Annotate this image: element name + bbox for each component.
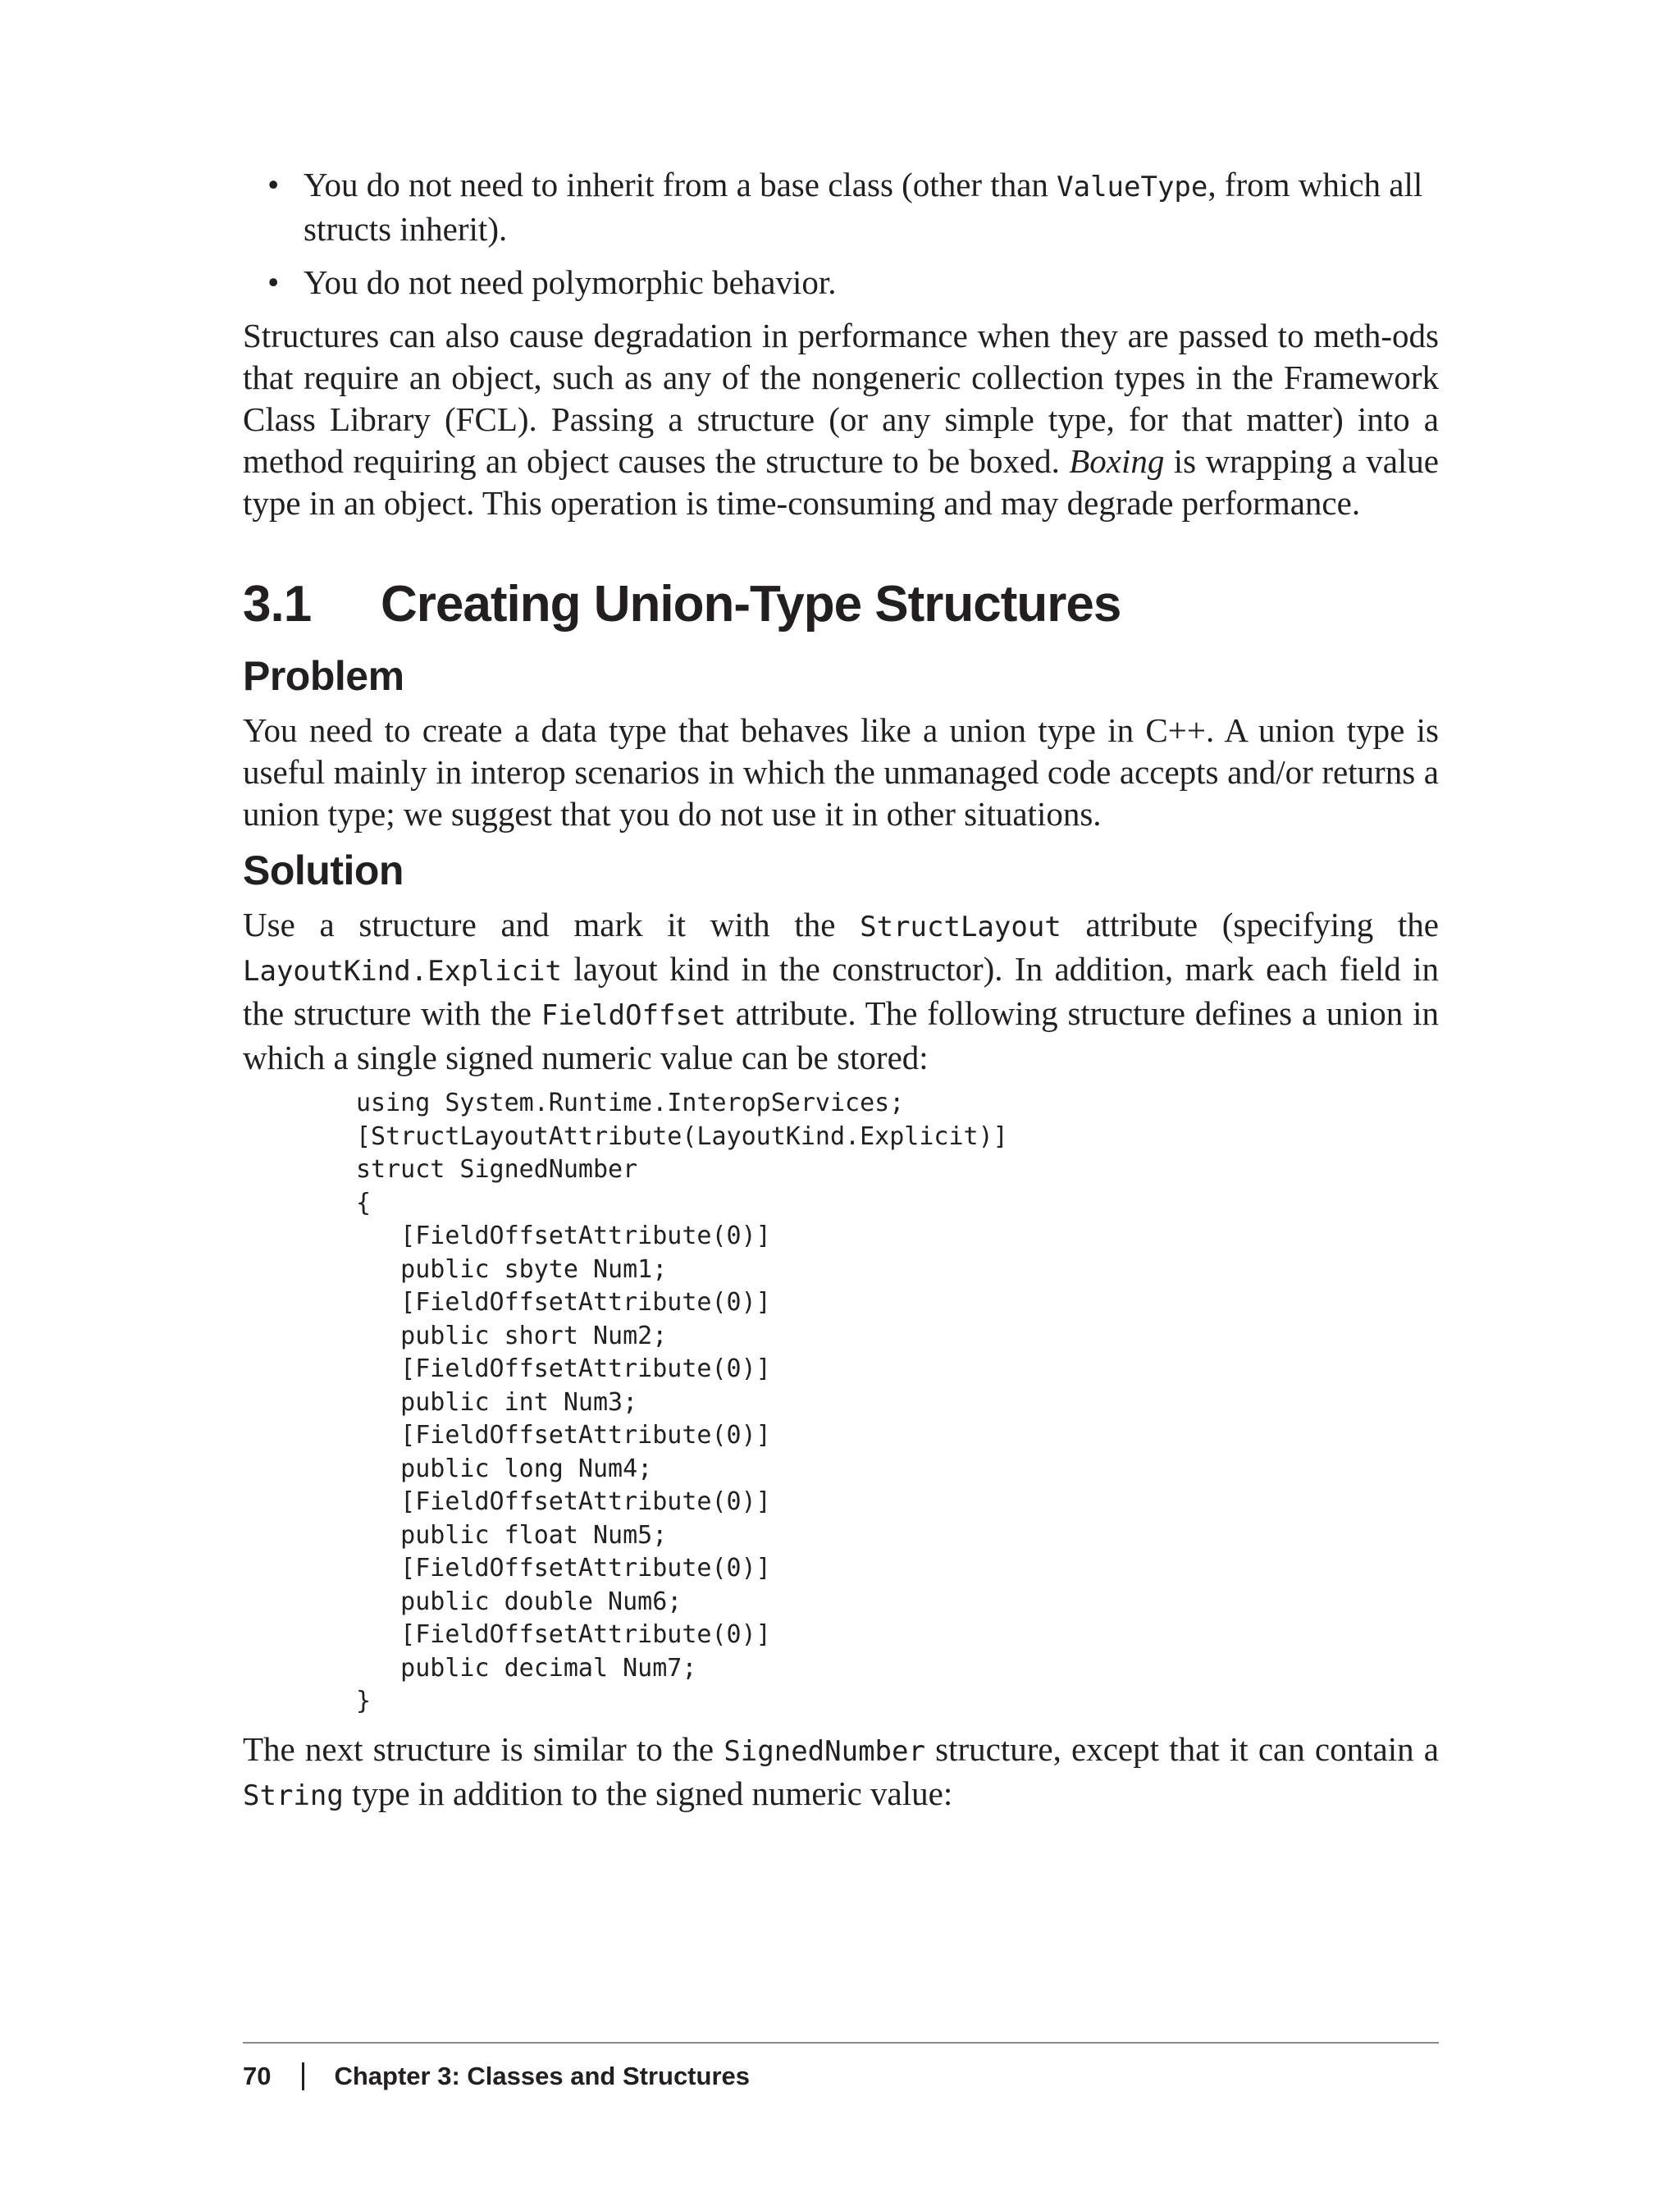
bullet-text: You do not need polymorphic behavior. [304, 263, 837, 301]
solution-heading: Solution [243, 847, 404, 893]
list-item [243, 164, 1439, 250]
inline-code: LayoutKind.Explicit [243, 955, 562, 988]
emphasis-term: Boxing [1069, 442, 1165, 480]
footer-divider [302, 2062, 304, 2090]
section-number: 3.1 [243, 576, 312, 633]
intro-paragraph [243, 315, 1439, 524]
paragraph-text: is wrapping a value type in an object. This operation is time-consuming and may degrade performance. [243, 442, 1439, 522]
paragraph-text: structure, except that it can contain a [924, 1729, 1439, 1768]
inline-code: SignedNumber [724, 1734, 925, 1768]
problem-paragraph: You need to create a data type that behaves like a union type in C++. A union type is useful mainly in interop scenarios in which the unmanaged code accepts and/or returns a union type; we suggest that you do not use it in other situations. [243, 711, 1439, 833]
paragraph-text: The next structure is similar to the [243, 1729, 724, 1768]
paragraph-text: attribute. The following structure defines a union in which a single signed numeric value can be stored: [243, 994, 1439, 1076]
inline-code: ValueType [1057, 171, 1208, 203]
paragraph-text: Structures can also cause degradation in performance when they are passed to meth-ods that require an object, such as any of the nongeneric collection types in the Framework Class Library (FCL). Passing a structure (or any simple type, for that matter) into a method requiring an object causes the structure to be boxed. [243, 317, 1439, 480]
bullet-text: , from which all structs inherit). [304, 166, 1423, 248]
page-body [243, 164, 1439, 1817]
inline-code: StructLayout [860, 911, 1061, 943]
list-item [243, 262, 1439, 304]
inline-code: String [243, 1779, 344, 1812]
bullet-list [243, 164, 1439, 304]
solution-paragraph [243, 904, 1439, 1079]
bullet-icon: • [267, 263, 280, 301]
closing-paragraph [243, 1729, 1439, 1817]
chapter-title: Chapter 3: Classes and Structures [334, 2062, 750, 2090]
section-title: Creating Union-Type Structures [381, 576, 1121, 633]
section-heading [243, 573, 1439, 636]
inline-code: FieldOffset [541, 999, 726, 1032]
paragraph-text: attribute (specifying the [1061, 906, 1439, 943]
problem-heading: Problem [243, 653, 404, 699]
code-listing: using System.Runtime.InteropServices; [StructLayoutAttribute(LayoutKind.Explicit)] struct SignedNumber { [FieldOffsetAttribute(0)] public sbyte Num1; [FieldOffsetAttribute(0)] public short Num2; [FieldOffsetAttribute(0)] public int Num3; [FieldOffsetAttribute(0)] public long Num4; [FieldOffsetAttribute(0)] public float Num5; [FieldOffsetAttribute(0)] public double Num6; [FieldOffsetAttribute(0)] public decimal Num7; } [356, 1089, 1008, 1715]
paragraph-text: Use a structure and mark it with the [243, 906, 861, 943]
paragraph-text: layout kind in the constructor). In addition, mark each field in the structure with the [243, 950, 1439, 1032]
bullet-text: You do not need to inherit from a base class (other than [304, 166, 1057, 203]
paragraph-text: type in addition to the signed numeric value: [343, 1774, 953, 1812]
bullet-icon: • [267, 166, 280, 203]
page-footer [243, 2042, 1439, 2091]
page-number: 70 [243, 2062, 272, 2090]
